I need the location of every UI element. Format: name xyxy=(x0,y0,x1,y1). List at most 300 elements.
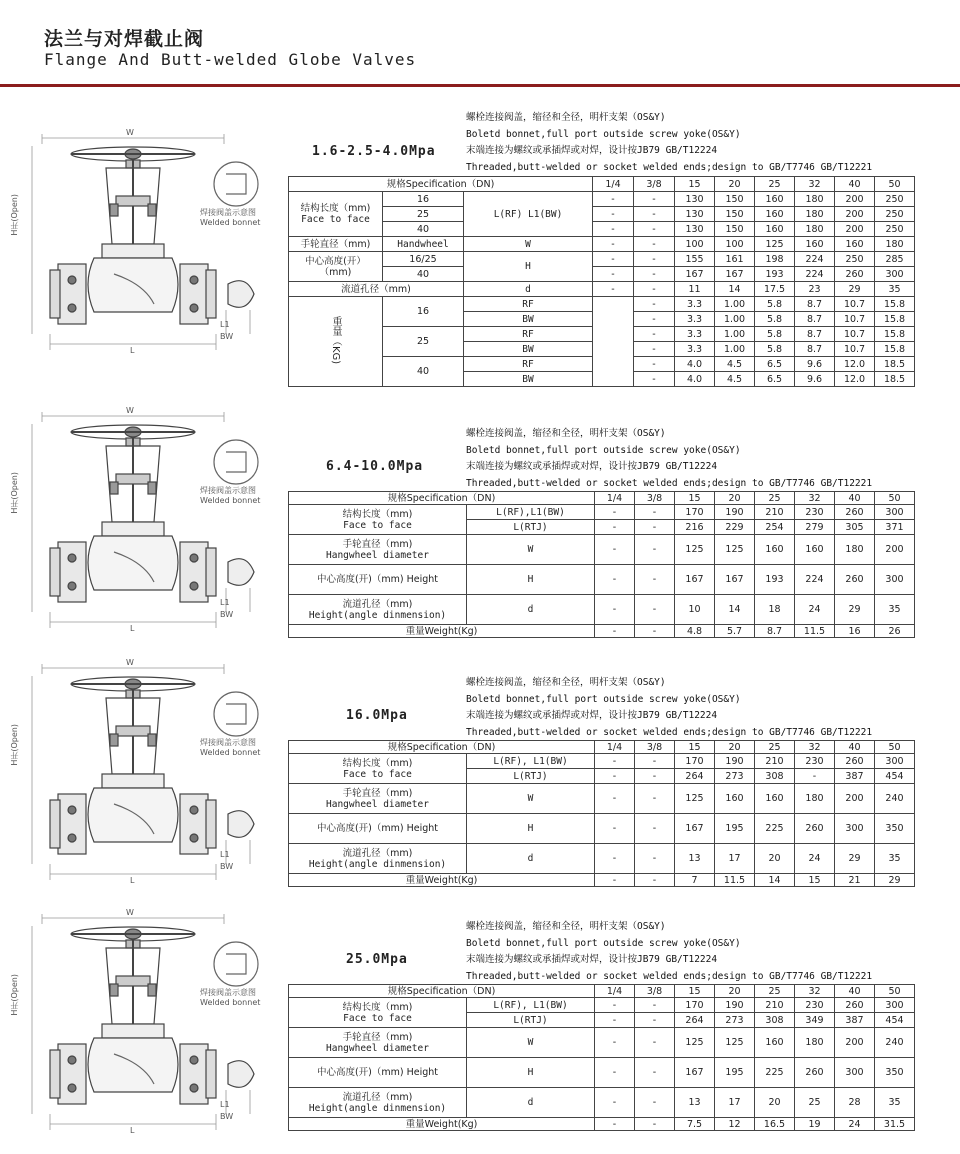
value-cell: 125 xyxy=(715,1028,755,1058)
size-header: 50 xyxy=(875,741,915,754)
value-cell: 160 xyxy=(795,535,835,565)
value-cell: 167 xyxy=(675,565,715,595)
value-cell: 10.7 xyxy=(835,342,875,357)
desc-line: Threaded,butt-welded or socket welded ends;design to GB/T7746 GB/T12221 xyxy=(466,477,873,489)
value-cell: 150 xyxy=(715,222,755,237)
value-cell: - xyxy=(593,192,634,207)
desc-line: 末端连接为螺纹或承插焊或对焊，设计按JB79 GB/T12224 xyxy=(466,710,718,721)
value-cell: - xyxy=(634,297,675,312)
value-cell: 224 xyxy=(795,252,835,267)
end-type-cell: BW xyxy=(464,342,593,357)
value-cell: - xyxy=(635,1058,675,1088)
value-cell: 454 xyxy=(875,769,915,784)
bonnet-caption-zh: 焊接阀盖示意图 xyxy=(200,988,256,997)
dim-label-bw: BW xyxy=(220,332,234,341)
value-cell: 190 xyxy=(715,505,755,520)
size-header: 3/8 xyxy=(635,492,675,505)
size-header: 1/4 xyxy=(595,985,635,998)
size-header: 15 xyxy=(675,741,715,754)
value-cell: 167 xyxy=(675,267,715,282)
weight-label: 重量Weight(Kg) xyxy=(289,625,595,638)
value-cell: - xyxy=(593,282,634,297)
value-cell: 260 xyxy=(835,754,875,769)
dim-label-w: W xyxy=(126,406,134,415)
value-cell: 10 xyxy=(675,595,715,625)
globe-valve-sketch xyxy=(14,664,276,894)
value-cell: 160 xyxy=(755,1028,795,1058)
globe-valve-sketch xyxy=(14,914,276,1144)
symbol-cell: d xyxy=(467,844,595,874)
spec-header: 规格Specification（DN) xyxy=(289,177,593,192)
value-cell: - xyxy=(595,505,635,520)
value-cell: 12 xyxy=(715,1118,755,1131)
value-cell: 16.5 xyxy=(755,1118,795,1131)
value-cell: - xyxy=(634,312,675,327)
label-zh: 结构长度（mm) xyxy=(300,203,371,214)
value-cell: 11.5 xyxy=(715,874,755,887)
value-cell: - xyxy=(635,595,675,625)
value-cell: 24 xyxy=(795,844,835,874)
valve-drawing xyxy=(10,128,276,364)
value-cell: 240 xyxy=(875,784,915,814)
pressure-cell: 16/25 xyxy=(383,252,464,267)
symbol-cell: d xyxy=(467,1088,595,1118)
value-cell: - xyxy=(595,1088,635,1118)
label-en: Face to face xyxy=(343,768,412,780)
value-cell: 210 xyxy=(755,998,795,1013)
size-header: 25 xyxy=(755,177,795,192)
value-cell: 130 xyxy=(675,222,715,237)
value-cell: 21 xyxy=(835,874,875,887)
bonnet-caption-zh: 焊接阀盖示意图 xyxy=(200,208,256,217)
value-cell: 160 xyxy=(715,784,755,814)
value-cell: 180 xyxy=(795,207,835,222)
desc-line: Threaded,butt-welded or socket welded ends;design to GB/T7746 GB/T12221 xyxy=(466,970,873,982)
symbol-cell: L(RF), L1(BW) xyxy=(467,754,595,769)
desc-line: 末端连接为螺纹或承插焊或对焊，设计按JB79 GB/T12224 xyxy=(466,954,718,965)
desc-line: 螺栓连接阀盖，缩径和全径，明杆支架（OS&Y) xyxy=(466,428,666,439)
value-cell: 160 xyxy=(755,192,795,207)
value-cell: - xyxy=(635,1118,675,1131)
handwheel-label: 手轮直径（mm) xyxy=(289,237,383,252)
value-cell: 18.5 xyxy=(875,357,915,372)
value-cell: 387 xyxy=(835,1013,875,1028)
value-cell: - xyxy=(595,814,635,844)
dim-label-h: H开(Open) xyxy=(10,194,19,236)
label-en: Hangwheel diameter xyxy=(326,549,429,561)
value-cell: 250 xyxy=(875,192,915,207)
value-cell: 285 xyxy=(875,252,915,267)
value-cell: 260 xyxy=(835,565,875,595)
size-header: 25 xyxy=(755,492,795,505)
dim-label-h: H开(Open) xyxy=(10,472,19,514)
value-cell: 125 xyxy=(715,535,755,565)
value-cell: 125 xyxy=(675,535,715,565)
empty-cell xyxy=(593,297,634,387)
value-cell: 130 xyxy=(675,192,715,207)
value-cell: 29 xyxy=(835,844,875,874)
value-cell: - xyxy=(635,505,675,520)
value-cell: - xyxy=(593,252,634,267)
value-cell: 300 xyxy=(835,1058,875,1088)
label-zh: 手轮直径（mm) xyxy=(342,538,413,550)
desc-line: 螺栓连接阀盖，缩径和全径，明杆支架（OS&Y) xyxy=(466,921,666,932)
value-cell: 29 xyxy=(835,595,875,625)
value-cell: 125 xyxy=(755,237,795,252)
value-cell: 4.8 xyxy=(675,625,715,638)
size-header: 32 xyxy=(795,741,835,754)
value-cell: 3.3 xyxy=(675,312,715,327)
height-label xyxy=(289,252,383,282)
bonnet-caption-en: Welded bonnet xyxy=(200,218,261,227)
size-header: 20 xyxy=(715,492,755,505)
value-cell: 180 xyxy=(795,1028,835,1058)
value-cell: 20 xyxy=(755,1088,795,1118)
dim-label-l: L xyxy=(130,1126,135,1135)
value-cell: 31.5 xyxy=(875,1118,915,1131)
bonnet-caption-en: Welded bonnet xyxy=(200,748,261,757)
value-cell: 224 xyxy=(795,267,835,282)
value-cell: 260 xyxy=(835,505,875,520)
value-cell: 260 xyxy=(835,267,875,282)
section-desc xyxy=(466,919,872,985)
dim-label-l1: L1 xyxy=(220,598,230,607)
value-cell: - xyxy=(593,222,634,237)
end-type-cell: BW xyxy=(464,372,593,387)
value-cell: 8.7 xyxy=(795,342,835,357)
value-cell: 305 xyxy=(835,520,875,535)
symbol-cell: H xyxy=(464,252,593,282)
dim-label-h: H开(Open) xyxy=(10,724,19,766)
dim-label-l: L xyxy=(130,876,135,885)
value-cell: 1.00 xyxy=(715,312,755,327)
value-cell: 250 xyxy=(835,252,875,267)
dim-label-bw: BW xyxy=(220,862,234,871)
bonnet-caption-zh: 焊接阀盖示意图 xyxy=(200,738,256,747)
value-cell: - xyxy=(635,814,675,844)
size-header: 3/8 xyxy=(635,985,675,998)
label-zh: 结构长度（mm) xyxy=(342,1001,413,1013)
value-cell: 11.5 xyxy=(795,625,835,638)
value-cell: 35 xyxy=(875,595,915,625)
value-cell: 195 xyxy=(715,814,755,844)
value-cell: 35 xyxy=(875,1088,915,1118)
value-cell: 167 xyxy=(715,565,755,595)
end-type-cell: RF xyxy=(464,327,593,342)
value-cell: 15.8 xyxy=(875,327,915,342)
bore-label xyxy=(289,595,467,625)
desc-line: Boletd bonnet,full port outside screw yoke(OS&Y) xyxy=(466,128,741,140)
value-cell: 6.5 xyxy=(755,372,795,387)
value-cell: 350 xyxy=(875,1058,915,1088)
label-zh: 结构长度（mm) xyxy=(342,757,413,769)
desc-line: 螺栓连接阀盖，缩径和全径，明杆支架（OS&Y) xyxy=(466,112,666,123)
value-cell: 5.8 xyxy=(755,312,795,327)
value-cell: 273 xyxy=(715,1013,755,1028)
value-cell: 5.8 xyxy=(755,327,795,342)
handwheel-label xyxy=(289,1028,467,1058)
value-cell: 300 xyxy=(875,998,915,1013)
value-cell: 3.3 xyxy=(675,297,715,312)
value-cell: - xyxy=(634,342,675,357)
size-header: 50 xyxy=(875,985,915,998)
label-zh: 流道孔径（mm) xyxy=(342,847,413,859)
size-header: 1/4 xyxy=(595,492,635,505)
value-cell: 35 xyxy=(875,844,915,874)
value-cell: - xyxy=(635,844,675,874)
globe-valve-sketch xyxy=(14,412,276,642)
pressure-rating: 1.6-2.5-4.0Mpa xyxy=(312,144,436,159)
value-cell: 240 xyxy=(875,1028,915,1058)
value-cell: - xyxy=(595,1013,635,1028)
value-cell: 160 xyxy=(755,535,795,565)
symbol-cell: W xyxy=(464,237,593,252)
value-cell: 200 xyxy=(835,1028,875,1058)
value-cell: - xyxy=(595,874,635,887)
value-cell: 125 xyxy=(675,1028,715,1058)
size-header: 32 xyxy=(795,492,835,505)
value-cell: 224 xyxy=(795,565,835,595)
value-cell: 5.8 xyxy=(755,342,795,357)
height-label: 中心高度(开)（mm) Height xyxy=(289,565,467,595)
symbol-cell: W xyxy=(467,784,595,814)
desc-line: 螺栓连接阀盖，缩径和全径，明杆支架（OS&Y) xyxy=(466,677,666,688)
value-cell: 4.5 xyxy=(715,357,755,372)
value-cell: - xyxy=(595,565,635,595)
dim-label-bw: BW xyxy=(220,610,234,619)
end-type-cell: RF xyxy=(464,357,593,372)
value-cell: 300 xyxy=(875,267,915,282)
value-cell: 15.8 xyxy=(875,297,915,312)
value-cell: 10.7 xyxy=(835,312,875,327)
symbol-cell: d xyxy=(467,595,595,625)
face-label xyxy=(289,192,383,237)
value-cell: 8.7 xyxy=(755,625,795,638)
label-zh: 手轮直径（mm) xyxy=(342,1031,413,1043)
value-cell: - xyxy=(595,754,635,769)
symbol-cell: L(RTJ) xyxy=(467,520,595,535)
value-cell: 229 xyxy=(715,520,755,535)
value-cell: 254 xyxy=(755,520,795,535)
value-cell: - xyxy=(634,222,675,237)
value-cell: 15 xyxy=(795,874,835,887)
value-cell: 8.7 xyxy=(795,297,835,312)
value-cell: 180 xyxy=(795,222,835,237)
symbol-cell: L(RTJ) xyxy=(467,769,595,784)
value-cell: 225 xyxy=(755,1058,795,1088)
symbol-cell: W xyxy=(467,535,595,565)
value-cell: 7 xyxy=(675,874,715,887)
value-cell: - xyxy=(595,769,635,784)
spec-header: 规格Specification（DN) xyxy=(289,492,595,505)
value-cell: 300 xyxy=(835,814,875,844)
label-unit: （mm) xyxy=(319,266,352,278)
value-cell: 230 xyxy=(795,505,835,520)
value-cell: 454 xyxy=(875,1013,915,1028)
label-en: Hangwheel diameter xyxy=(326,1042,429,1054)
value-cell: 200 xyxy=(835,192,875,207)
section-desc xyxy=(466,675,872,741)
value-cell: 160 xyxy=(755,784,795,814)
size-header: 40 xyxy=(835,177,875,192)
size-header: 50 xyxy=(875,177,915,192)
value-cell: 350 xyxy=(875,814,915,844)
symbol-cell: H xyxy=(467,814,595,844)
section-desc xyxy=(466,426,872,492)
value-cell: - xyxy=(634,372,675,387)
spec-table xyxy=(288,176,915,387)
pressure-rating: 25.0Mpa xyxy=(346,952,408,967)
value-cell: 130 xyxy=(675,207,715,222)
value-cell: 15.8 xyxy=(875,342,915,357)
value-cell: - xyxy=(595,1028,635,1058)
dim-label-l1: L1 xyxy=(220,1100,230,1109)
value-cell: 1.00 xyxy=(715,297,755,312)
value-cell: 125 xyxy=(675,784,715,814)
value-cell: - xyxy=(595,1118,635,1131)
value-cell: 20 xyxy=(755,844,795,874)
height-label: 中心高度(开)（mm) Height xyxy=(289,1058,467,1088)
value-cell: 198 xyxy=(755,252,795,267)
size-header: 20 xyxy=(715,177,755,192)
value-cell: - xyxy=(635,874,675,887)
value-cell: - xyxy=(595,595,635,625)
value-cell: - xyxy=(635,1088,675,1118)
size-header: 50 xyxy=(875,492,915,505)
bore-label xyxy=(289,1088,467,1118)
end-type-cell: RF xyxy=(464,297,593,312)
face-label xyxy=(289,505,467,535)
value-cell: 180 xyxy=(795,784,835,814)
pressure-cell: 40 xyxy=(383,357,464,387)
value-cell: 10.7 xyxy=(835,327,875,342)
size-header: 3/8 xyxy=(634,177,675,192)
value-cell: 300 xyxy=(875,505,915,520)
value-cell: 35 xyxy=(875,282,915,297)
value-cell: - xyxy=(635,784,675,814)
value-cell: 264 xyxy=(675,1013,715,1028)
value-cell: 1.00 xyxy=(715,342,755,357)
value-cell: 16 xyxy=(835,625,875,638)
value-cell: 161 xyxy=(715,252,755,267)
bonnet-caption-en: Welded bonnet xyxy=(200,998,261,1007)
weight-label: 重量Weight(Kg) xyxy=(289,874,595,887)
value-cell: 29 xyxy=(875,874,915,887)
label-zh: 手轮直径（mm) xyxy=(342,787,413,799)
valve-drawing xyxy=(10,908,276,1144)
value-cell: 3.3 xyxy=(675,327,715,342)
value-cell: 18.5 xyxy=(875,372,915,387)
value-cell: - xyxy=(635,769,675,784)
label-zh: 流道孔径（mm) xyxy=(342,1091,413,1103)
value-cell: 170 xyxy=(675,505,715,520)
value-cell: - xyxy=(593,207,634,222)
value-cell: 260 xyxy=(795,814,835,844)
value-cell: 167 xyxy=(675,814,715,844)
value-cell: 349 xyxy=(795,1013,835,1028)
value-cell: 167 xyxy=(715,267,755,282)
value-cell: 29 xyxy=(835,282,875,297)
dim-label-l1: L1 xyxy=(220,320,230,329)
bonnet-caption-zh: 焊接阀盖示意图 xyxy=(200,486,256,495)
pressure-cell: 25 xyxy=(383,207,464,222)
pressure-cell: 25 xyxy=(383,327,464,357)
value-cell: 15.8 xyxy=(875,312,915,327)
value-cell: 160 xyxy=(755,222,795,237)
value-cell: 250 xyxy=(875,222,915,237)
label-en: Face to face xyxy=(301,214,370,225)
value-cell: 8.7 xyxy=(795,312,835,327)
value-cell: - xyxy=(635,1013,675,1028)
dim-label-l: L xyxy=(130,624,135,633)
value-cell: 24 xyxy=(835,1118,875,1131)
pressure-cell: 16 xyxy=(383,192,464,207)
size-header: 40 xyxy=(835,492,875,505)
value-cell: 25 xyxy=(795,1088,835,1118)
size-header: 40 xyxy=(835,985,875,998)
size-header: 25 xyxy=(755,985,795,998)
desc-line: 末端连接为螺纹或承插焊或对焊，设计按JB79 GB/T12224 xyxy=(466,145,718,156)
value-cell: 14 xyxy=(755,874,795,887)
dim-label-bw: BW xyxy=(220,1112,234,1121)
label-en: Face to face xyxy=(343,519,412,531)
handwheel-label xyxy=(289,784,467,814)
value-cell: - xyxy=(635,565,675,595)
value-cell: - xyxy=(635,520,675,535)
value-cell: 6.5 xyxy=(755,357,795,372)
value-cell: 216 xyxy=(675,520,715,535)
value-cell: 5.8 xyxy=(755,297,795,312)
value-cell: - xyxy=(634,267,675,282)
value-cell: - xyxy=(595,535,635,565)
value-cell: 3.3 xyxy=(675,342,715,357)
symbol-cell: W xyxy=(467,1028,595,1058)
value-cell: 150 xyxy=(715,192,755,207)
desc-line: Threaded,butt-welded or socket welded ends;design to GB/T7746 GB/T12221 xyxy=(466,726,873,738)
value-cell: 225 xyxy=(755,814,795,844)
weight-label-text: 重量（KG) xyxy=(330,315,341,365)
symbol-cell: d xyxy=(464,282,593,297)
value-cell: 18 xyxy=(755,595,795,625)
value-cell: - xyxy=(635,754,675,769)
section-desc xyxy=(466,110,872,176)
label-en: Face to face xyxy=(343,1012,412,1024)
value-cell: - xyxy=(634,357,675,372)
value-cell: - xyxy=(634,207,675,222)
value-cell: 200 xyxy=(835,784,875,814)
spec-table xyxy=(288,740,915,887)
globe-valve-sketch xyxy=(14,134,276,364)
value-cell: 308 xyxy=(755,1013,795,1028)
value-cell: 100 xyxy=(675,237,715,252)
value-cell: 180 xyxy=(835,535,875,565)
value-cell: 260 xyxy=(795,1058,835,1088)
value-cell: 167 xyxy=(675,1058,715,1088)
value-cell: 260 xyxy=(835,998,875,1013)
value-cell: - xyxy=(635,625,675,638)
value-cell: - xyxy=(593,237,634,252)
value-cell: - xyxy=(595,998,635,1013)
symbol-cell: L(RF) L1(BW) xyxy=(464,192,593,237)
value-cell: 12.0 xyxy=(835,372,875,387)
symbol-cell: L(RF), L1(BW) xyxy=(467,998,595,1013)
value-cell: 150 xyxy=(715,207,755,222)
dim-label-l1: L1 xyxy=(220,850,230,859)
value-cell: 200 xyxy=(875,535,915,565)
pressure-cell: 40 xyxy=(383,222,464,237)
size-header: 32 xyxy=(795,985,835,998)
label-en: Height(angle dinmension) xyxy=(308,1102,447,1114)
